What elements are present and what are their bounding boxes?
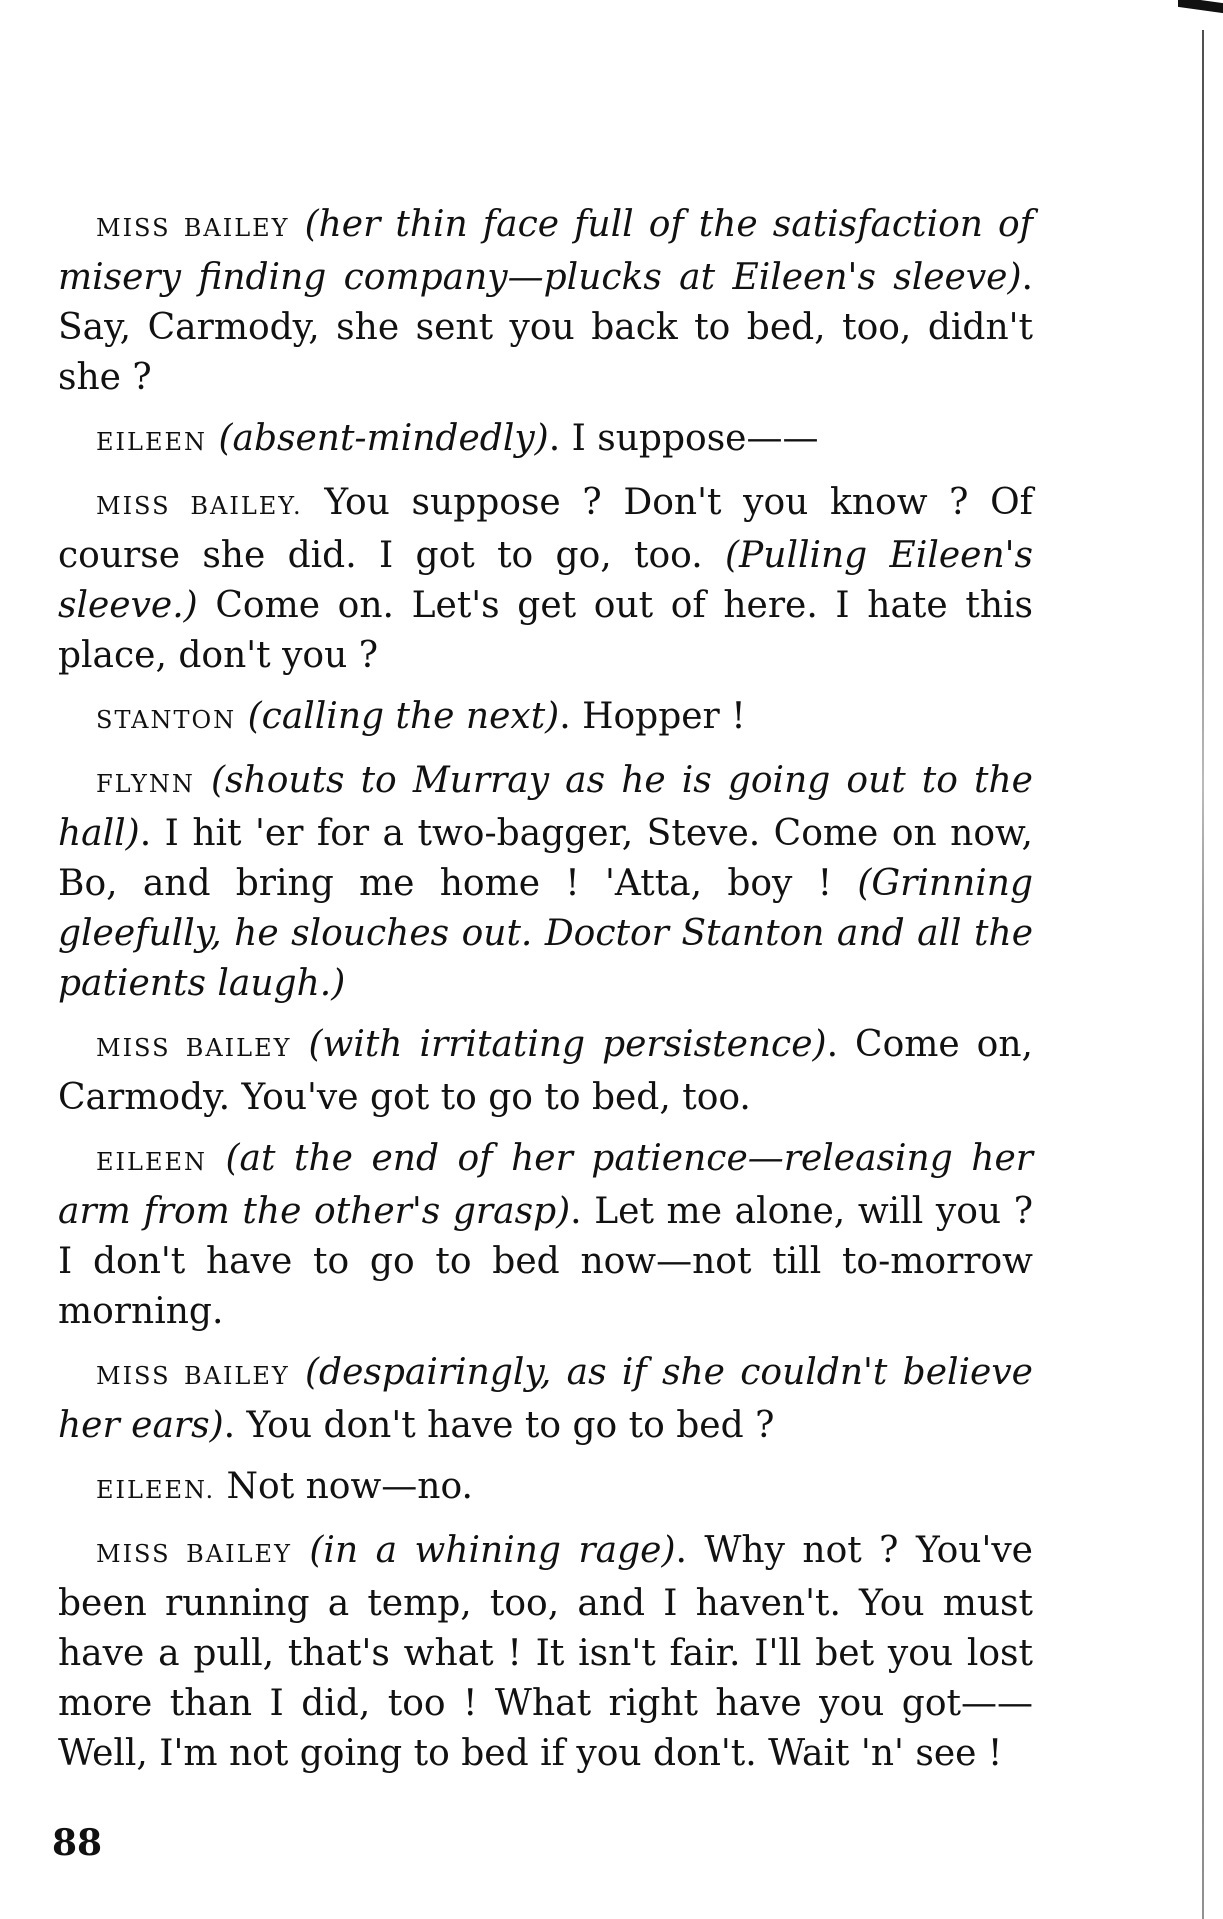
scan-corner-mark xyxy=(1178,0,1223,13)
stage-direction: (despairingly, as if she couldn't believe her ears) xyxy=(58,1352,1033,1446)
page-number: 88 xyxy=(52,1822,103,1864)
dialogue-paragraph xyxy=(58,200,1033,403)
speaker-name: MISS BAILEY xyxy=(96,1540,292,1568)
stage-direction: (at the end of her patience—releasing her arm from the other's grasp) xyxy=(58,1138,1033,1232)
binding-edge xyxy=(1202,30,1204,1919)
dialogue-paragraph xyxy=(58,414,1033,467)
dialogue-paragraph xyxy=(58,1020,1033,1123)
dialogue-paragraph xyxy=(58,1348,1033,1451)
stage-direction: (absent-mindedly) xyxy=(218,418,549,459)
dialogue-paragraph xyxy=(58,1526,1033,1779)
stage-direction: (with irritating persistence) xyxy=(308,1024,827,1065)
dialogue-paragraph xyxy=(58,1134,1033,1337)
stage-direction: (in a whining rage) xyxy=(309,1530,676,1571)
stage-direction: (Pulling Eileen's sleeve.) xyxy=(58,535,1034,626)
spoken-line: . Come on, Carmody. You've got to go to bed, too. xyxy=(58,1024,1033,1118)
speaker-name: EILEEN xyxy=(96,1148,207,1176)
speaker-name: MISS BAILEY xyxy=(96,1034,292,1062)
spoken-line: . Say, Carmody, she sent you back to bed, too, didn't she ? xyxy=(58,257,1033,398)
stage-direction: (her thin face full of the satisfaction of misery finding company—plucks at Eileen's sleeve) xyxy=(58,204,1033,298)
dialogue-paragraph xyxy=(58,756,1033,1009)
spoken-line: . I suppose—— xyxy=(548,418,819,459)
spoken-line: Come on. Let's get out of here. I hate this place, don't you ? xyxy=(58,585,1033,676)
speaker-name: MISS BAILEY. xyxy=(96,492,303,520)
speaker-name: STANTON xyxy=(96,706,237,734)
dialogue-paragraph xyxy=(58,692,1033,745)
dialogue-paragraph xyxy=(58,1462,1033,1515)
stage-direction: (calling the next) xyxy=(247,696,560,737)
spoken-line: Not now—no. xyxy=(226,1466,473,1507)
speaker-name: EILEEN. xyxy=(96,1476,216,1504)
spoken-line: . You don't have to go to bed ? xyxy=(223,1405,775,1446)
speaker-name: MISS BAILEY xyxy=(96,1362,290,1390)
spoken-line: . Why not ? You've been running a temp, too, and I haven't. You must have a pull, that's what ! It isn't fair. I'll bet you lost more than I did, too ! What right have you got—— Well, I'm not going to bed if you don't. Wait 'n' see ! xyxy=(58,1530,1033,1774)
play-dialogue-text xyxy=(58,200,1033,1790)
speaker-name: EILEEN xyxy=(96,428,207,456)
spoken-line: You suppose ? Don't you know ? Of course she did. I got to go, too. xyxy=(58,482,1034,576)
stage-direction: (shouts to Murray as he is going out to the hall) xyxy=(58,760,1033,854)
spoken-line: . Hopper ! xyxy=(559,696,746,737)
stage-direction: (Grinning gleefully, he slouches out. Doctor Stanton and all the patients laugh.) xyxy=(58,863,1033,1004)
speaker-name: MISS BAILEY xyxy=(96,214,290,242)
spoken-line: . I hit 'er for a two-bagger, Steve. Come on now, Bo, and bring me home ! 'Atta, boy ! xyxy=(58,813,1033,904)
speaker-name: FLYNN xyxy=(96,770,195,798)
dialogue-paragraph xyxy=(58,478,1033,681)
spoken-line: . Let me alone, will you ? I don't have to go to bed now—not till to-morrow morning. xyxy=(58,1191,1033,1332)
